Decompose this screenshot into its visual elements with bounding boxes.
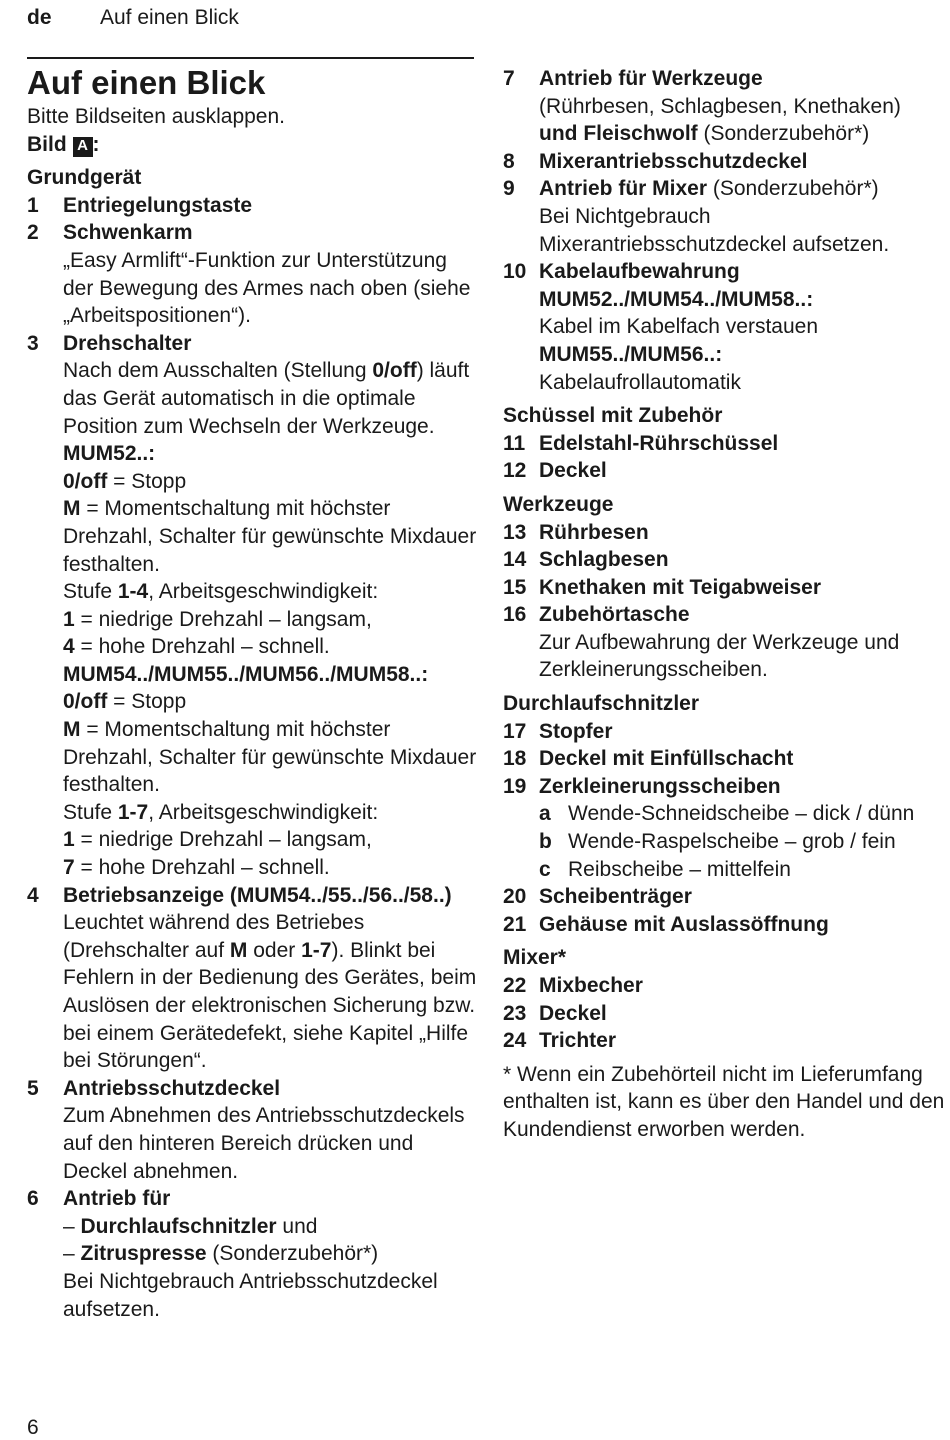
list-item-2 — [27, 219, 482, 329]
item-number: 3 — [27, 331, 39, 355]
list-item-12 — [503, 457, 950, 485]
optional-note: (Sonderzubehör*) — [697, 122, 870, 146]
item-label: Kabelaufbewahrung — [539, 260, 740, 284]
item-description — [63, 357, 482, 440]
high-speed-line — [63, 633, 482, 661]
item-number: 14 — [503, 548, 527, 572]
list-item-20 — [503, 883, 950, 911]
item-number: 22 — [503, 974, 527, 997]
item-number: 21 — [503, 912, 527, 936]
list-item-24 — [503, 1027, 950, 1055]
low-speed-number: 1 — [63, 607, 75, 631]
item-number: 1 — [27, 193, 39, 217]
model-group-1: MUM52../MUM54../MUM58..: — [539, 287, 814, 311]
item-number: 20 — [503, 885, 527, 909]
item-description: Bei Nichtgebrauch Mixerantriebsschutzdeckel aufsetzen. — [539, 204, 890, 256]
stufe-desc: , Arbeitsgeschwindigkeit: — [148, 800, 379, 824]
switch-off-key: 0/off — [63, 469, 108, 493]
dash: – — [63, 1242, 81, 1266]
list-item-14 — [503, 546, 950, 574]
high-speed-number: 7 — [63, 856, 75, 880]
item-number: 9 — [503, 177, 515, 201]
stufe-range: 1-7 — [117, 800, 149, 824]
item-label: Rührbesen — [539, 520, 649, 544]
switch-m-text: = Momentschaltung mit höchster Drehzahl, Schalter für gewünschte Mixdauer festhalten. — [63, 497, 477, 576]
item-number: 16 — [503, 603, 527, 627]
slicer-suffix: und — [276, 1214, 318, 1238]
item-label: Gehäuse mit Auslassöffnung — [539, 912, 829, 936]
section-heading-tools: Werkzeuge — [503, 492, 614, 516]
figure-reference — [27, 131, 482, 159]
item-label: Mixbecher — [539, 974, 643, 997]
desc-part-2: oder — [247, 938, 302, 962]
list-item-17 — [503, 718, 950, 746]
list-item-1 — [27, 192, 482, 220]
switch-m-key: M — [63, 718, 81, 742]
dash: – — [63, 1214, 81, 1238]
low-speed-text: = niedrige Drehzahl – langsam, — [74, 607, 372, 631]
section-heading-bowl: Schüssel mit Zubehör — [503, 404, 723, 428]
item-label: Antrieb für Mixer — [539, 177, 708, 201]
item-label: Deckel — [539, 1001, 607, 1025]
sub-text: Reibscheibe – mittelfein — [568, 857, 791, 881]
list-item-5 — [27, 1075, 482, 1185]
off-position: 0/off — [372, 359, 417, 383]
high-speed-text: = hohe Drehzahl – schnell. — [74, 856, 330, 880]
item-number: 15 — [503, 575, 527, 599]
item-label: Knethaken mit Teigabweiser — [539, 575, 822, 599]
left-column — [27, 63, 482, 1323]
right-column — [503, 65, 950, 1144]
list-item-6 — [27, 1185, 482, 1323]
item-label: Scheibenträger — [539, 885, 692, 909]
item-label: Stopfer — [539, 719, 613, 743]
item-label: Drehschalter — [63, 331, 192, 355]
running-header-title: Auf einen Blick — [100, 6, 239, 29]
sub-item-c — [539, 856, 950, 884]
item-number: 19 — [503, 774, 527, 798]
sub-item-b — [539, 828, 950, 856]
figure-letter-badge: A — [73, 137, 93, 157]
switch-m-line — [63, 716, 482, 799]
footnote: * Wenn ein Zubehörteil nicht im Lieferumfang enthalten ist, kann es über den Handel und den Kundendienst erworben werden. — [503, 1062, 945, 1141]
drive-for-slicer — [63, 1213, 482, 1241]
model-group-1-text: Kabel im Kabelfach verstauen — [539, 315, 818, 339]
speed-range-line — [63, 799, 482, 827]
item-number: 6 — [27, 1187, 39, 1211]
slicer-name: Durchlaufschnitzler — [80, 1214, 277, 1238]
list-item-15 — [503, 574, 950, 602]
list-item-8 — [503, 148, 950, 176]
list-item-21 — [503, 911, 950, 939]
sub-text: Wende-Raspelscheibe – grob / fein — [568, 830, 896, 854]
item-number: 24 — [503, 1029, 527, 1053]
model-group-mum52: MUM52..: — [63, 442, 156, 466]
speed-range-line — [63, 578, 482, 606]
citrus-press-name: Zitruspresse — [80, 1242, 207, 1266]
switch-off-line — [63, 688, 482, 716]
list-item-10 — [503, 258, 950, 396]
item-label: Zubehörtasche — [539, 603, 690, 627]
item-number: 23 — [503, 1001, 527, 1025]
high-speed-number: 4 — [63, 635, 75, 659]
list-item-16 — [503, 601, 950, 684]
switch-off-key: 0/off — [63, 690, 108, 714]
item-label: Deckel — [539, 459, 607, 483]
item-description: (Rührbesen, Schlagbesen, Knethaken) — [539, 94, 901, 118]
header-rule — [27, 57, 474, 59]
desc-part-3: ). Blinkt bei Fehlern in der Bedienung des Gerätes, beim Auslösen der elektronischen Sicherung bzw. bei einem Gerätedefekt, siehe Kapitel „Hilfe bei Störungen“. — [63, 938, 477, 1073]
list-item-4 — [27, 882, 482, 1075]
citrus-press-suffix: (Sonderzubehör*) — [206, 1242, 379, 1266]
item-label: Zerkleinerungsscheiben — [539, 774, 781, 798]
sub-item-a — [539, 800, 950, 828]
model-group-2: MUM55../MUM56..: — [539, 342, 723, 366]
list-item-22 — [503, 972, 950, 1000]
item-label: Mixerantriebsschutzdeckel — [539, 149, 808, 173]
item-label: Antrieb für — [63, 1187, 171, 1211]
list-item-11 — [503, 430, 950, 458]
item-number: 18 — [503, 747, 527, 771]
section-heading-base-unit: Grundgerät — [27, 166, 142, 190]
stufe-text: Stufe — [63, 580, 118, 604]
list-item-18 — [503, 745, 950, 773]
section-heading-mixer: Mixer* — [503, 946, 567, 970]
list-item-3 — [27, 330, 482, 882]
sub-letter: a — [539, 802, 551, 826]
item-number: 4 — [27, 883, 39, 907]
item-description: Bei Nichtgebrauch Antriebsschutzdeckel aufsetzen. — [63, 1269, 438, 1321]
item-number: 10 — [503, 260, 527, 284]
high-speed-text: = hohe Drehzahl – schnell. — [74, 635, 330, 659]
stufe-text: Stufe — [63, 800, 118, 824]
desc-m: M — [229, 938, 248, 962]
switch-off-text: = Stopp — [107, 469, 187, 493]
switch-off-line — [63, 468, 482, 496]
item-label: Schlagbesen — [539, 548, 669, 572]
item-label: Entriegelungstaste — [63, 193, 253, 217]
list-item-13 — [503, 519, 950, 547]
list-item-7 — [503, 65, 950, 148]
switch-m-line — [63, 495, 482, 578]
drive-for-citrus-press — [63, 1240, 482, 1268]
switch-off-text: = Stopp — [107, 690, 187, 714]
sub-letter: b — [539, 830, 552, 854]
section-heading-slicer: Durchlaufschnitzler — [503, 692, 700, 716]
model-group-2-text: Kabelaufrollautomatik — [539, 370, 741, 394]
page-title: Auf einen Blick — [27, 64, 266, 101]
item-label: Trichter — [539, 1029, 617, 1053]
sub-letter: c — [539, 857, 551, 881]
switch-m-text: = Momentschaltung mit höchster Drehzahl, Schalter für gewünschte Mixdauer festhalten. — [63, 718, 477, 797]
item-label: Schwenkarm — [63, 221, 193, 245]
stufe-desc: , Arbeitsgeschwindigkeit: — [148, 580, 379, 604]
item-description: „Easy Armlift“-Funktion zur Unterstützung der Bewegung des Armes nach oben (siehe „Arbeitspositionen“). — [63, 248, 471, 328]
item-label: Deckel mit Einfüllschacht — [539, 747, 794, 771]
item-description-2 — [539, 120, 950, 148]
low-speed-line — [63, 606, 482, 634]
list-item-19 — [503, 773, 950, 883]
list-item-23 — [503, 1000, 950, 1028]
intro-text: Bitte Bildseiten ausklappen. — [27, 105, 285, 128]
item-description: Zum Abnehmen des Antriebsschutzdeckels auf den hinteren Bereich drücken und Deckel abnehmen. — [63, 1104, 465, 1183]
low-speed-line — [63, 826, 482, 854]
item-label: Antriebsschutzdeckel — [63, 1076, 281, 1100]
optional-note: (Sonderzubehör*) — [707, 177, 879, 201]
item-label: Antrieb für Werkzeuge — [539, 67, 763, 90]
figure-colon: : — [92, 132, 100, 156]
desc-part-1: Leuchtet während des Betriebes (Drehschalter auf — [63, 911, 365, 962]
item-number: 13 — [503, 520, 527, 544]
low-speed-number: 1 — [63, 828, 75, 852]
list-item-9 — [503, 175, 950, 258]
desc-text-2: ) läuft das Gerät automatisch in die optimale Position zum Wechseln der Werkzeuge. — [63, 359, 470, 438]
switch-m-key: M — [63, 497, 81, 521]
item-number: 12 — [503, 459, 527, 483]
model-group-mum54-58: MUM54../MUM55../MUM56../MUM58..: — [63, 662, 429, 686]
meat-grinder: und Fleischwolf — [539, 122, 698, 146]
language-code: de — [27, 6, 52, 29]
item-label: Edelstahl-Rührschüssel — [539, 431, 779, 455]
sub-text: Wende-Schneidscheibe – dick / dünn — [568, 802, 915, 826]
desc-range: 1-7 — [301, 938, 332, 962]
item-label: Betriebsanzeige (MUM54../55../56../58..) — [63, 883, 452, 907]
item-description — [63, 909, 482, 1075]
item-number: 17 — [503, 719, 527, 743]
figure-label: Bild — [27, 132, 67, 156]
desc-text: Nach dem Ausschalten (Stellung — [63, 359, 367, 383]
item-number: 2 — [27, 221, 39, 245]
item-number: 7 — [503, 67, 515, 90]
stufe-range: 1-4 — [117, 580, 149, 604]
item-description: Zur Aufbewahrung der Werkzeuge und Zerkleinerungsscheiben. — [539, 630, 900, 682]
high-speed-line — [63, 854, 482, 882]
item-number: 8 — [503, 149, 515, 173]
item-number: 11 — [503, 431, 526, 455]
low-speed-text: = niedrige Drehzahl – langsam, — [74, 828, 372, 852]
page-number: 6 — [27, 1416, 39, 1439]
item-number: 5 — [27, 1076, 39, 1100]
